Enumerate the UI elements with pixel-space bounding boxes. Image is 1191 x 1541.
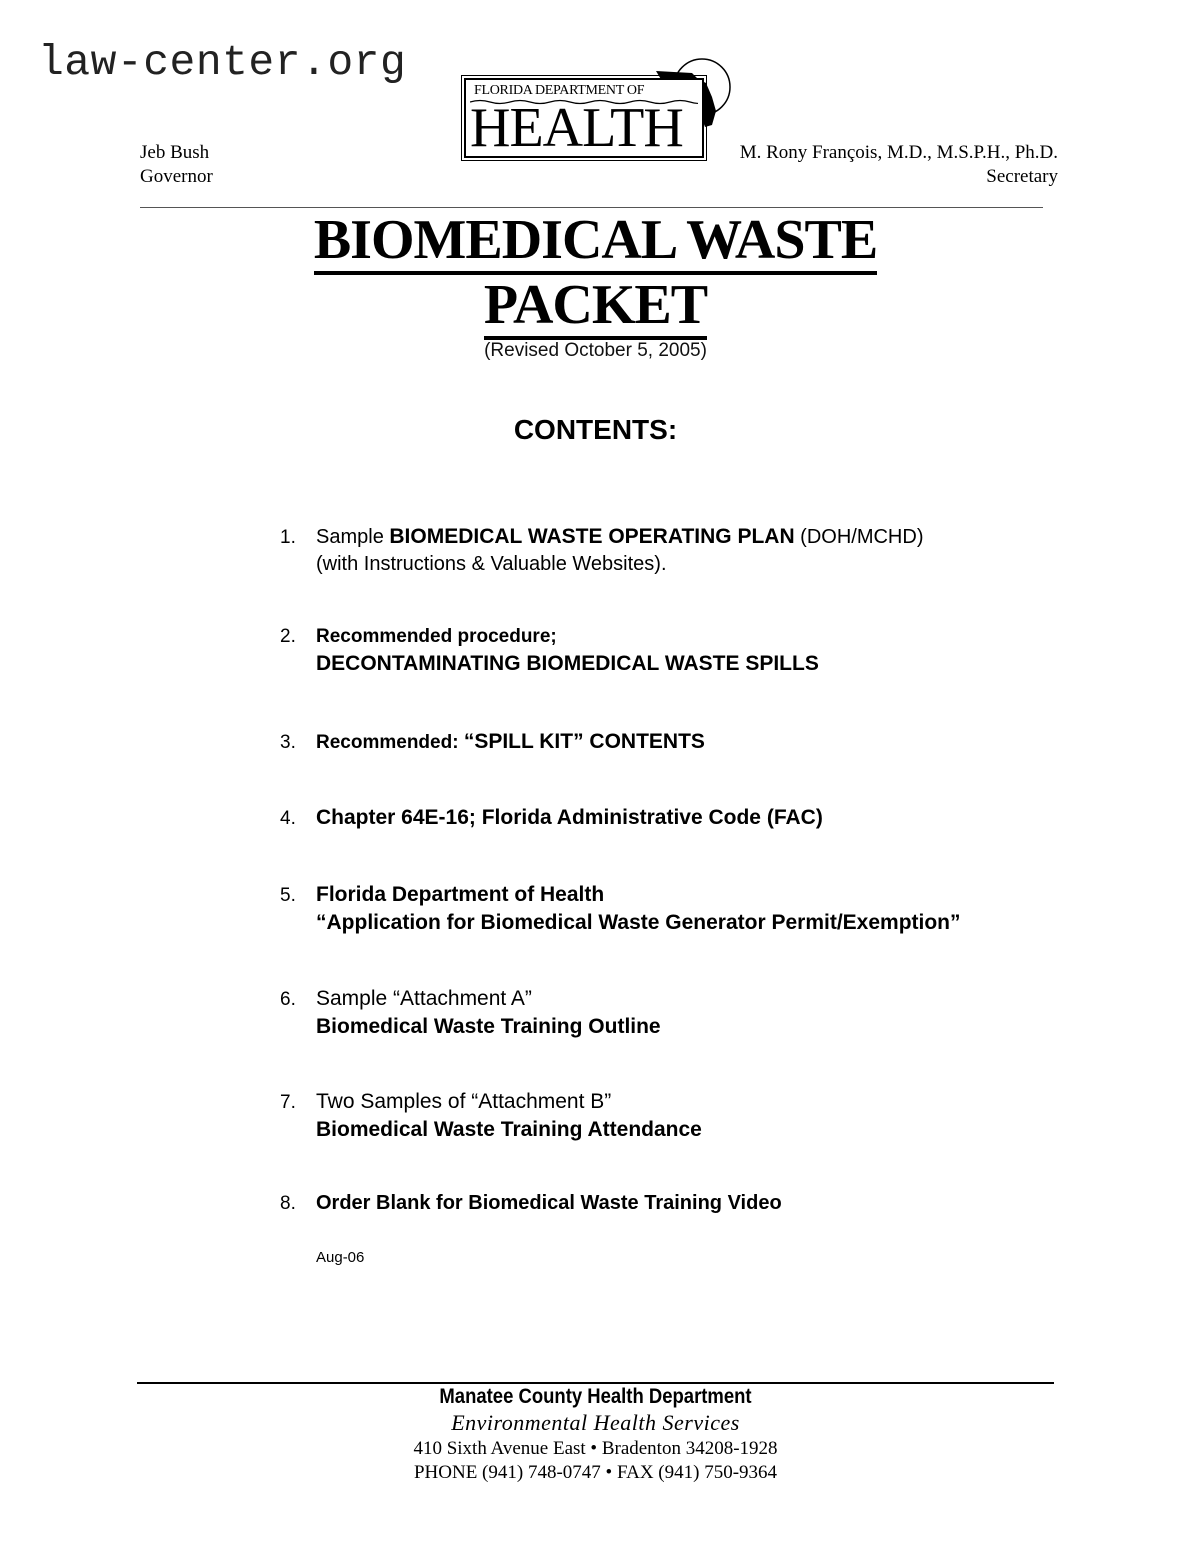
footer-division: Environmental Health Services xyxy=(451,1410,740,1435)
footer-divider xyxy=(137,1382,1054,1384)
header-divider xyxy=(140,207,1043,208)
secretary-title: Secretary xyxy=(986,166,1058,187)
governor-name: Jeb Bush xyxy=(140,142,210,163)
date-note: Aug-06 xyxy=(316,1249,365,1266)
page-title-line1: BIOMEDICAL WASTE xyxy=(0,210,1191,275)
secretary-name: M. Rony François, M.D., M.S.P.H., Ph.D. xyxy=(739,142,1058,163)
logo-main-text: HEALTH xyxy=(470,97,683,159)
governor-block xyxy=(140,141,213,189)
contents-item-5: 5. Florida Department of Health “Application for Biomedical Waste Generator Permit/Exemption” xyxy=(280,883,961,934)
footer-contact: PHONE (941) 748-0747 • FAX (941) 750-9364 xyxy=(413,1462,778,1483)
contents-item-3: 3. Recommended: “SPILL KIT” CONTENTS xyxy=(280,730,705,753)
footer-address: 410 Sixth Avenue East • Bradenton 34208-1928 xyxy=(413,1438,778,1459)
logo-frame xyxy=(464,78,704,158)
revised-date: (Revised October 5, 2005) xyxy=(484,340,707,361)
contents-item-1: 1. Sample BIOMEDICAL WASTE OPERATING PLAN (DOH/MCHD) (with Instructions & Valuable Websites). xyxy=(280,525,924,575)
contents-item-8: 8. Order Blank for Biomedical Waste Training Video xyxy=(280,1192,782,1214)
secretary-block xyxy=(740,141,1058,189)
footer-org: Manatee County Health Department xyxy=(439,1385,752,1408)
doh-logo xyxy=(462,53,734,159)
governor-title: Governor xyxy=(140,166,213,187)
contents-item-7: 7. Two Samples of “Attachment B” Biomedical Waste Training Attendance xyxy=(280,1090,702,1141)
logo-top-text: FLORIDA DEPARTMENT OF xyxy=(474,83,645,98)
watermark: law-center.org xyxy=(38,38,407,87)
contents-item-4: 4. Chapter 64E-16; Florida Administrative Code (FAC) xyxy=(280,806,823,829)
contents-heading: CONTENTS: xyxy=(513,414,678,445)
contents-item-2: 2. Recommended procedure; DECONTAMINATING BIOMEDICAL WASTE SPILLS xyxy=(280,626,819,675)
contents-item-6: 6. Sample “Attachment A” Biomedical Waste Training Outline xyxy=(280,987,661,1038)
page-title-line2: PACKET xyxy=(0,275,1191,340)
